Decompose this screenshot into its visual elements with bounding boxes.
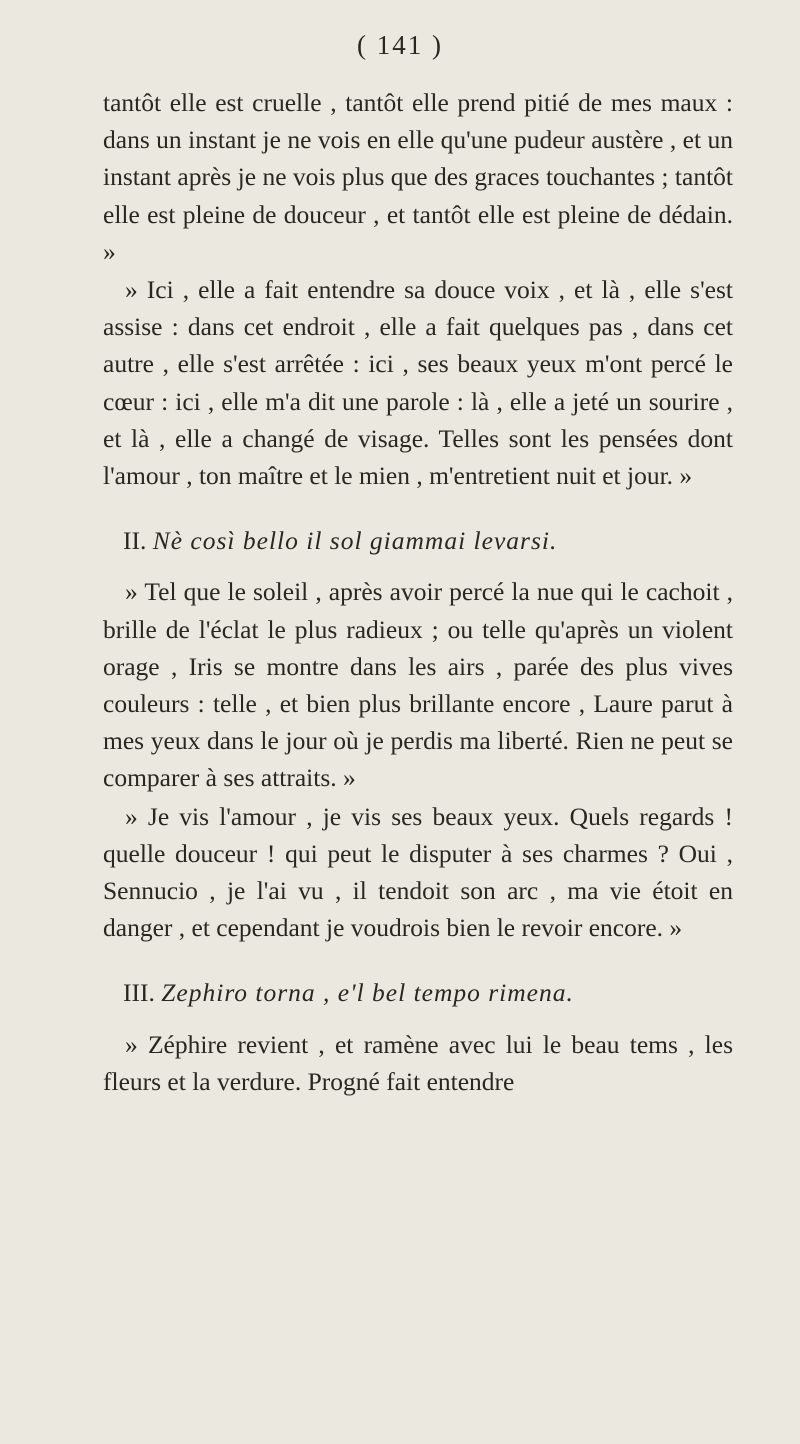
sonnet-number: II.: [123, 526, 147, 556]
sonnet-incipit: Zephiro torna , e'l bel tempo rimena.: [161, 978, 574, 1008]
sonnet-incipit: Nè così bello il sol giammai levarsi.: [152, 526, 558, 556]
paragraph: » Zéphire revient , et ramène avec lui le beau tems , les fleurs et la verdure. Progné fait entendre: [103, 1029, 733, 1096]
sonnet-number: III.: [123, 978, 155, 1008]
text-body: [103, 84, 733, 1100]
sonnet-heading-2: [123, 522, 733, 559]
sonnet-heading-3: [123, 974, 733, 1011]
paragraph: » Tel que le soleil , après avoir percé la nue qui le cachoit , brille de l'éclat le plus radieux ; ou telle qu'après un violent orage , Iris se montre dans les airs , parée des plus vives couleurs : telle , et bien plus brillante encore , Laure parut à mes yeux dans le jour où je perdis ma liberté. Rien ne peut se comparer à ses attraits. »: [103, 577, 733, 793]
paragraph: » Ici , elle a fait entendre sa douce voix , et là , elle s'est assise : dans cet endroit , elle a fait quelques pas , dans cet autre , elle s'est arrêtée : ici , ses beaux yeux m'ont percé le cœur : ici , elle m'a dit une parole : là , elle a jeté un sourire , et là , elle a changé de visage. Telles sont les pensées dont l'amour , ton maître et le mien , m'entretient nuit et jour. »: [103, 275, 733, 491]
paragraph: tantôt elle est cruelle , tantôt elle prend pitié de mes maux : dans un instant je ne vois en elle qu'une pudeur austère , et un instant après je ne vois plus que des graces touchantes ; tantôt elle est pleine de douceur , et tantôt elle est pleine de dédain. »: [103, 88, 733, 266]
paragraph: » Je vis l'amour , je vis ses beaux yeux. Quels regards ! quelle douceur ! qui peut le disputer à ses charmes ? Oui , Sennucio , je l'ai vu , il tendoit son arc , ma vie étoit en danger , et cependant je voudrois bien le revoir encore. »: [103, 801, 733, 943]
page-number: ( 141 ): [357, 30, 443, 60]
